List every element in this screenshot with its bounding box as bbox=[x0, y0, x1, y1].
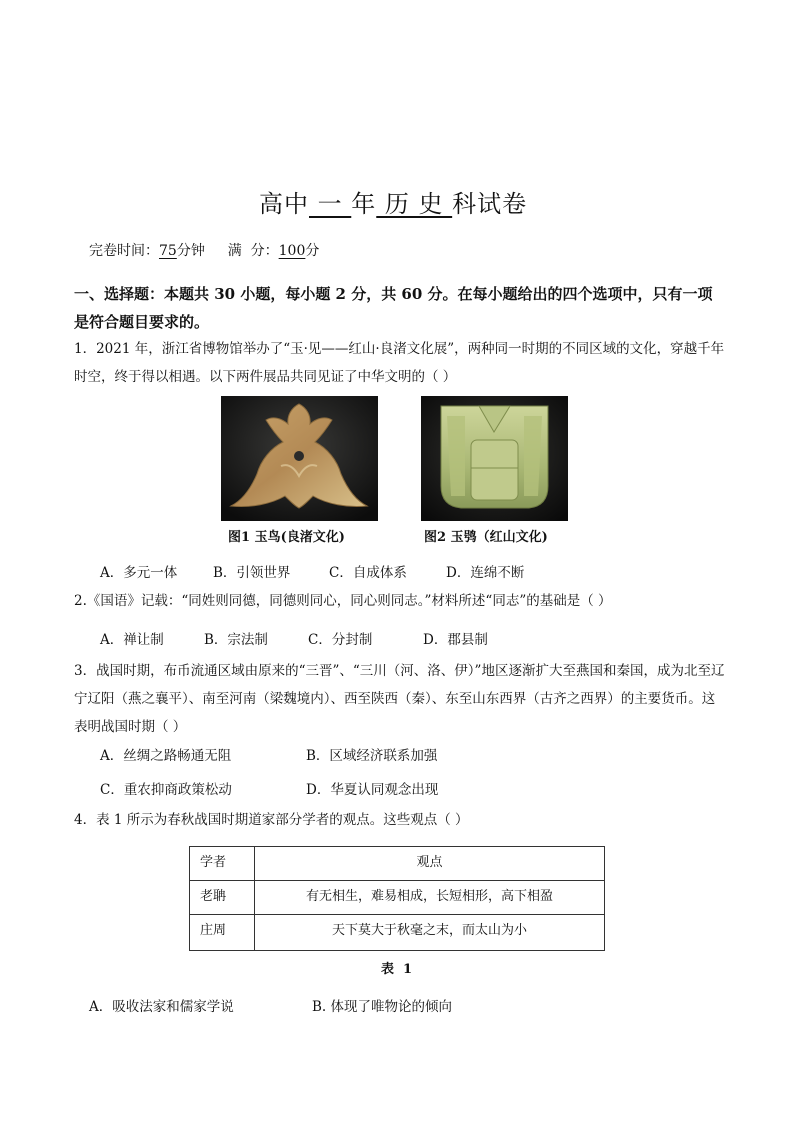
question-2-stem: 2.《国语》记载：“同姓则同德，同德则同心，同心则同志。”材料所述“同志”的基础是（ ） bbox=[74, 593, 612, 609]
figure-1-caption: 图1 玉鸟(良渚文化) bbox=[228, 530, 345, 545]
q4-option-a[interactable]: A．吸收法家和儒家学说 bbox=[89, 999, 234, 1015]
q1-option-a[interactable]: A．多元一体 bbox=[100, 565, 178, 581]
table-cell-scholar: 老聃 bbox=[190, 881, 255, 915]
q1-option-b[interactable]: B．引领世界 bbox=[213, 565, 291, 581]
q1-option-d[interactable]: D．连绵不断 bbox=[446, 565, 525, 581]
section-heading: 一、选择题：本题共 30 小题，每小题 2 分，共 60 分。在每小题给出的四个选项中，只有一项是符合题目要求的。 bbox=[74, 285, 713, 331]
table-header-row bbox=[190, 847, 605, 881]
q2-option-c[interactable]: C．分封制 bbox=[308, 632, 373, 648]
table-cell-scholar: 庄周 bbox=[190, 915, 255, 951]
table-header-scholar: 学者 bbox=[190, 847, 255, 881]
question-4-stem: 4．表 1 所示为春秋战国时期道家部分学者的观点。这些观点（ ） bbox=[74, 812, 469, 828]
q4-option-b[interactable]: B. 体现了唯物论的倾向 bbox=[312, 999, 453, 1015]
title-grade: 一 bbox=[309, 190, 352, 218]
score-value: 100 bbox=[278, 243, 306, 259]
page-title bbox=[259, 184, 527, 219]
table-header-viewpoint: 观点 bbox=[255, 847, 605, 881]
time-unit: 分钟 bbox=[176, 243, 205, 259]
q2-option-b[interactable]: B．宗法制 bbox=[204, 632, 268, 648]
table-row bbox=[190, 915, 605, 951]
table-row bbox=[190, 881, 605, 915]
q3-option-b[interactable]: B．区域经济联系加强 bbox=[306, 748, 438, 764]
title-subject: 历 史 bbox=[376, 190, 453, 218]
q2-option-d[interactable]: D．郡县制 bbox=[423, 632, 488, 648]
title-suffix: 科试卷 bbox=[452, 190, 528, 218]
exam-info bbox=[89, 240, 319, 260]
title-mid: 年 bbox=[351, 190, 377, 218]
jade-bird-image bbox=[221, 396, 378, 521]
figure-2-caption: 图2 玉鸮（红山文化) bbox=[424, 530, 548, 545]
q3-option-a[interactable]: A．丝绸之路畅通无阻 bbox=[100, 748, 232, 764]
q2-option-a[interactable]: A．禅让制 bbox=[100, 632, 164, 648]
time-label: 完卷时间： bbox=[89, 243, 159, 259]
q3-option-d[interactable]: D．华夏认同观念出现 bbox=[306, 782, 439, 798]
question-1-stem: 1．2021 年，浙江省博物馆举办了“玉·见——红山·良渚文化展”，两种同一时期的不同区域的文化，穿越千年时空，终于得以相遇。以下两件展品共同见证了中华文明的（ ） bbox=[74, 341, 725, 385]
table-cell-viewpoint: 有无相生，难易相成，长短相形，高下相盈 bbox=[255, 881, 605, 915]
title-prefix: 高中 bbox=[259, 190, 309, 218]
viewpoints-table bbox=[189, 846, 605, 951]
q1-option-c[interactable]: C．自成体系 bbox=[329, 565, 407, 581]
score-label: 满 分： bbox=[227, 243, 279, 259]
time-value: 75 bbox=[159, 243, 177, 259]
table-caption: 表 1 bbox=[381, 962, 413, 977]
question-3-stem: 3．战国时期，布币流通区域由原来的“三晋”、“三川（河、洛、伊）”地区逐渐扩大至燕国和秦国，成为北至辽宁辽阳（燕之襄平）、南至河南（梁魏境内）、西至陕西（秦）、东至山东西界（古齐之西界）的主要货币。这表明战国时期（ ） bbox=[74, 663, 725, 735]
jade-owl-image bbox=[421, 396, 568, 521]
table-cell-viewpoint: 天下莫大于秋毫之末，而太山为小 bbox=[255, 915, 605, 951]
q3-option-c[interactable]: C．重农抑商政策松动 bbox=[100, 782, 232, 798]
score-unit: 分 bbox=[305, 243, 320, 259]
